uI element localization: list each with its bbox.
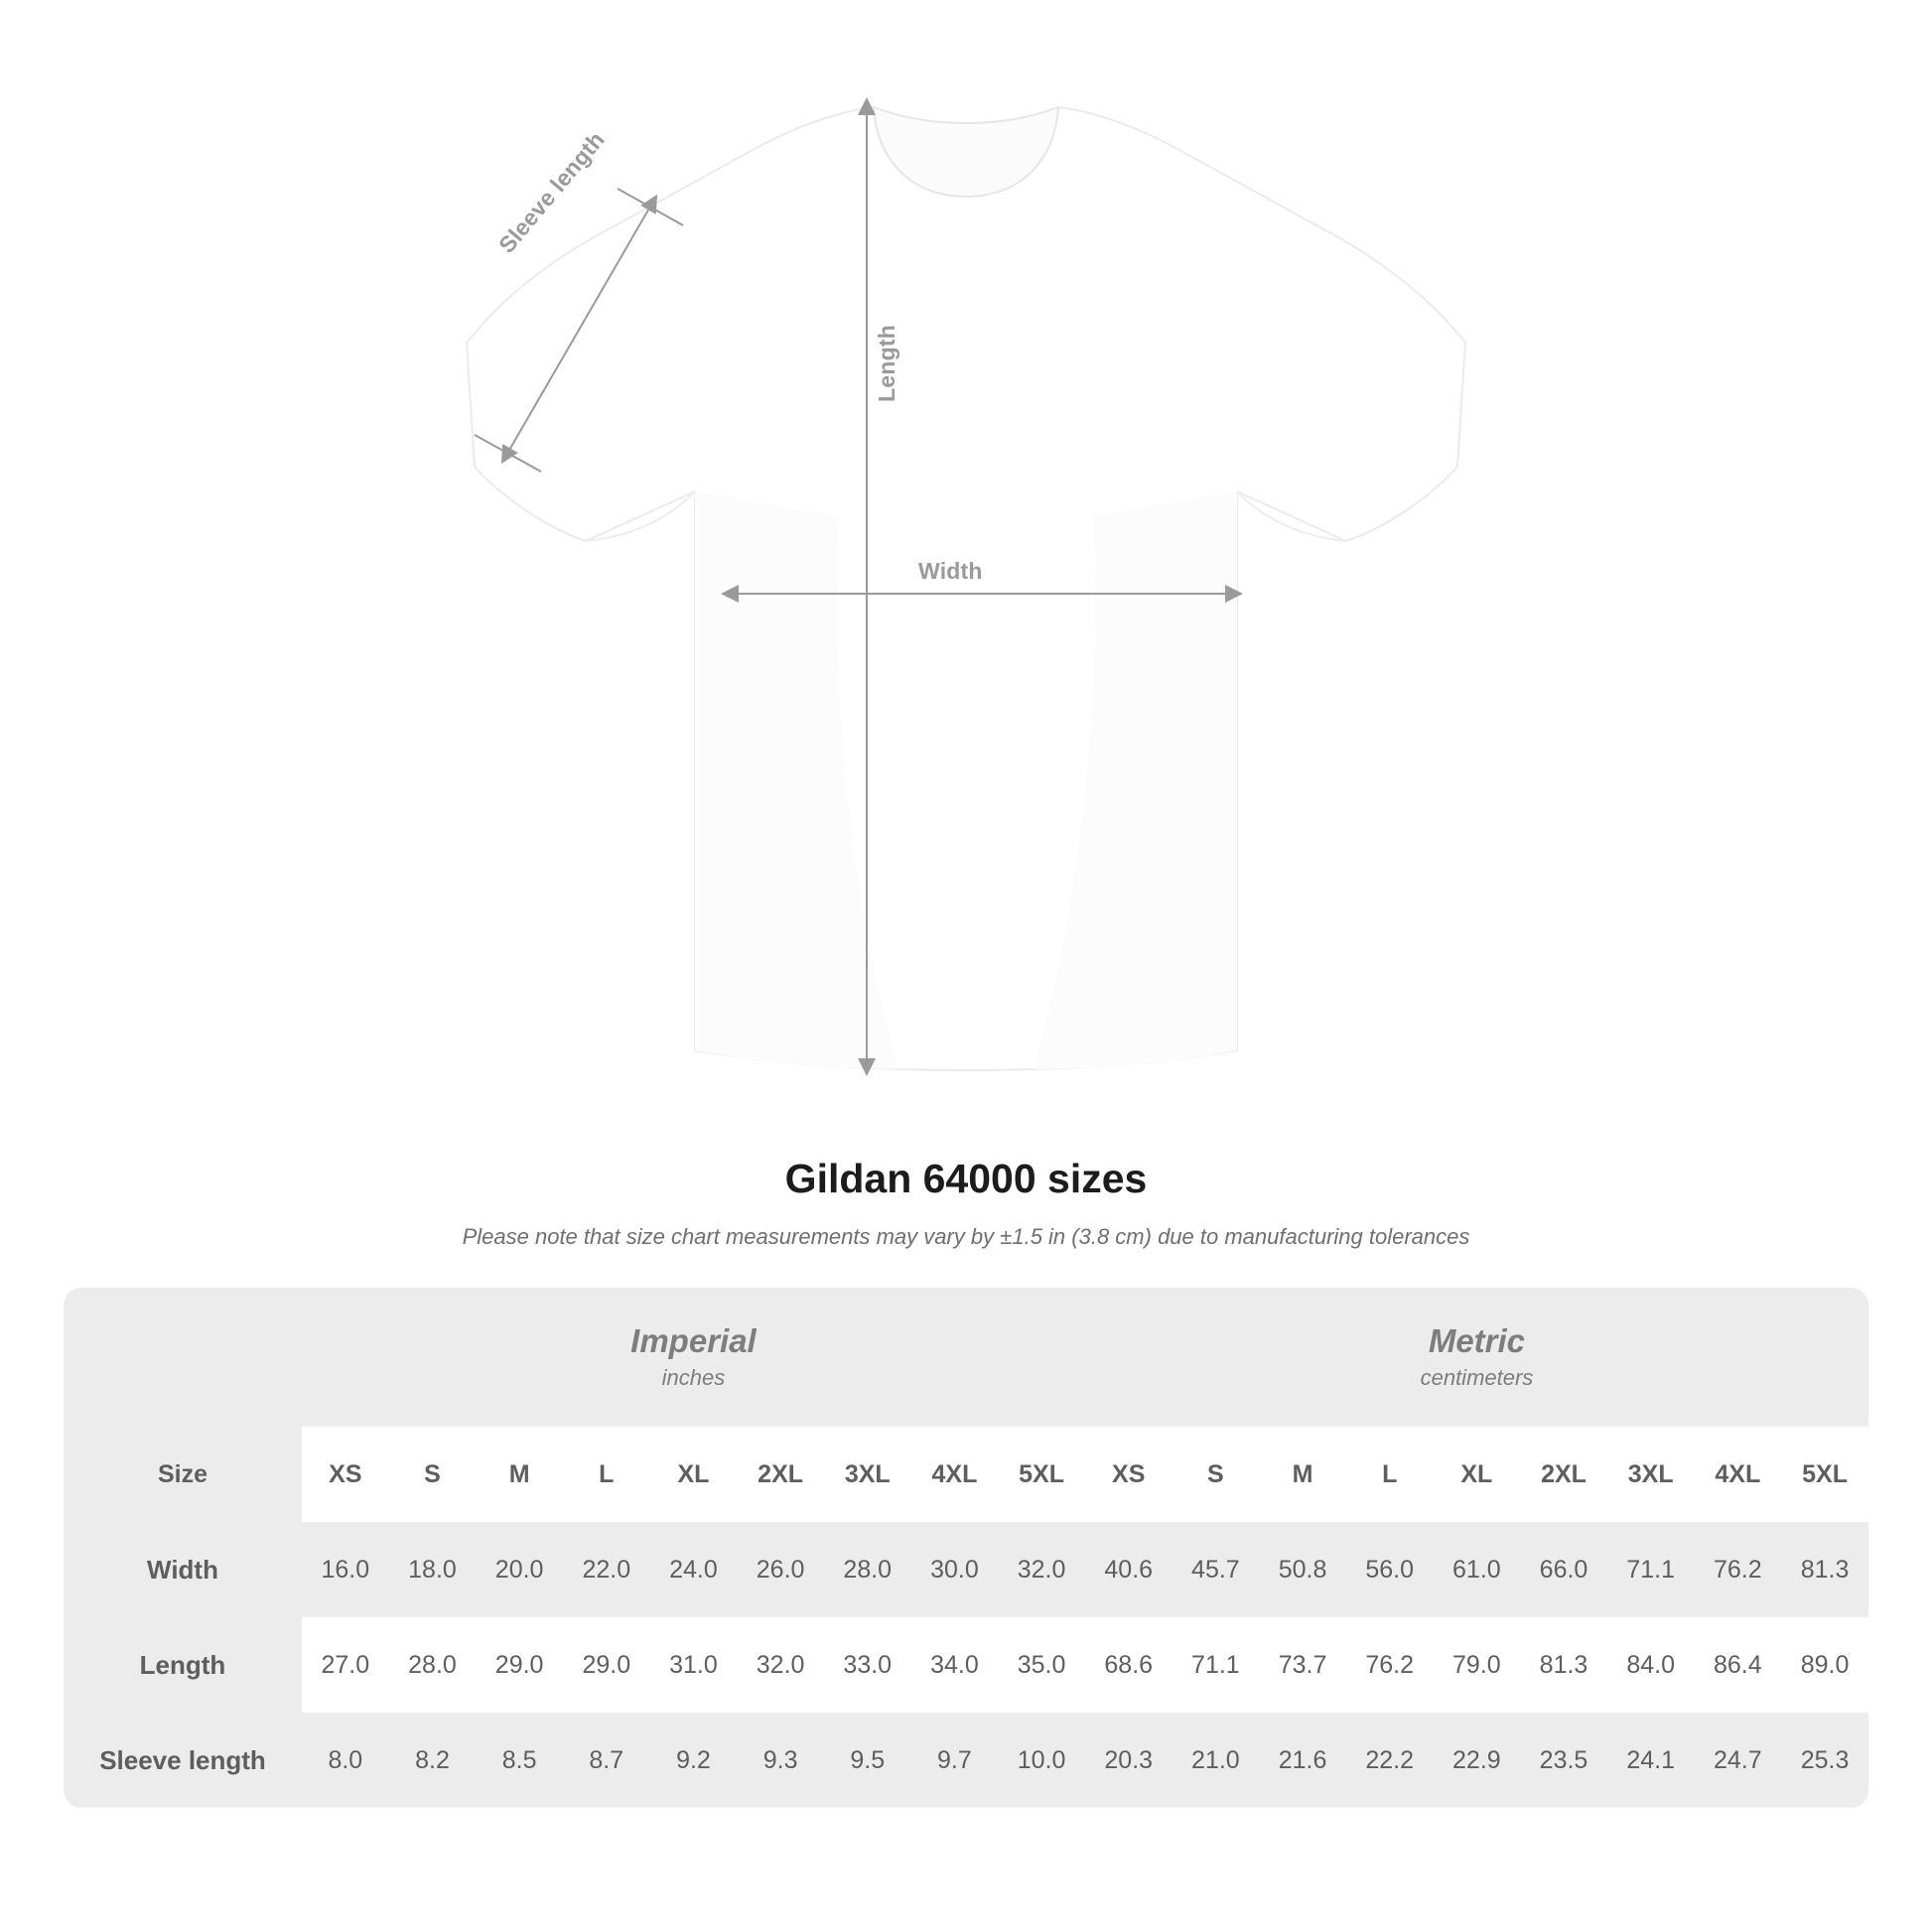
measurement-cell-imperial: 27.0	[302, 1617, 389, 1713]
size-header-cell: 3XL	[1607, 1427, 1695, 1522]
measurement-cell-metric: 25.3	[1781, 1713, 1868, 1808]
measurement-cell-metric: 84.0	[1607, 1617, 1695, 1713]
measurement-cell-metric: 71.1	[1173, 1617, 1260, 1713]
size-header-cell: S	[1173, 1427, 1260, 1522]
measurement-cell-imperial: 10.0	[998, 1713, 1085, 1808]
measurement-cell-imperial: 8.2	[389, 1713, 477, 1808]
table-row	[64, 1713, 1868, 1808]
measurement-cell-imperial: 8.0	[302, 1713, 389, 1808]
measurement-cell-imperial: 8.7	[563, 1713, 650, 1808]
measurement-cell-metric: 21.6	[1259, 1713, 1346, 1808]
measurement-cell-imperial: 29.0	[563, 1617, 650, 1713]
unit-header-row	[64, 1288, 1868, 1427]
measurement-cell-imperial: 33.0	[824, 1617, 911, 1713]
measurement-cell-metric: 22.9	[1434, 1713, 1521, 1808]
table-row	[64, 1522, 1868, 1617]
size-header-label: Size	[64, 1427, 302, 1522]
row-label: Length	[64, 1617, 302, 1713]
measurement-cell-imperial: 29.0	[476, 1617, 563, 1713]
measurement-cell-metric: 22.2	[1346, 1713, 1434, 1808]
unit-header-spacer	[64, 1288, 302, 1427]
size-header-cell: 2XL	[1520, 1427, 1607, 1522]
measurement-cell-imperial: 24.0	[650, 1522, 738, 1617]
size-header-cell: L	[1346, 1427, 1434, 1522]
size-header-cell: 5XL	[1781, 1427, 1868, 1522]
size-header-row	[64, 1427, 1868, 1522]
measurement-cell-imperial: 31.0	[650, 1617, 738, 1713]
measurement-cell-metric: 24.1	[1607, 1713, 1695, 1808]
size-header-cell: XS	[302, 1427, 389, 1522]
size-header-cell: M	[1259, 1427, 1346, 1522]
row-label: Width	[64, 1522, 302, 1617]
size-header-cell: M	[476, 1427, 563, 1522]
measurement-cell-metric: 21.0	[1173, 1713, 1260, 1808]
measurement-cell-metric: 20.3	[1085, 1713, 1173, 1808]
measurement-cell-imperial: 20.0	[476, 1522, 563, 1617]
measurement-cell-metric: 61.0	[1434, 1522, 1521, 1617]
length-dimension-label: Length	[874, 325, 899, 402]
width-dimension-label: Width	[918, 558, 983, 584]
measurement-cell-imperial: 32.0	[998, 1522, 1085, 1617]
measurement-cell-imperial: 18.0	[389, 1522, 477, 1617]
table-row	[64, 1617, 1868, 1713]
measurement-cell-imperial: 22.0	[563, 1522, 650, 1617]
measurement-cell-imperial: 30.0	[911, 1522, 999, 1617]
chart-tolerance-note: Please note that size chart measurements may vary by ±1.5 in (3.8 cm) due to manufacturing tolerances	[462, 1224, 1470, 1249]
measurement-cell-metric: 68.6	[1085, 1617, 1173, 1713]
measurement-cell-imperial: 16.0	[302, 1522, 389, 1617]
measurement-cell-imperial: 9.2	[650, 1713, 738, 1808]
measurement-cell-imperial: 32.0	[737, 1617, 824, 1713]
size-header-cell: S	[389, 1427, 477, 1522]
row-label: Sleeve length	[64, 1713, 302, 1808]
measurement-cell-imperial: 9.7	[911, 1713, 999, 1808]
size-header-cell: XS	[1085, 1427, 1173, 1522]
measurement-cell-imperial: 9.3	[737, 1713, 824, 1808]
tshirt-shape	[467, 107, 1465, 1070]
measurement-cell-metric: 86.4	[1695, 1617, 1782, 1713]
unit-title: Metric	[1428, 1321, 1526, 1359]
measurement-cell-metric: 66.0	[1520, 1522, 1607, 1617]
sleeve-length-dimension-label: Sleeve length	[493, 126, 610, 258]
unit-subtitle: inches	[661, 1365, 726, 1391]
measurement-cell-imperial: 28.0	[389, 1617, 477, 1713]
measurement-cell-imperial: 34.0	[911, 1617, 999, 1713]
measurement-cell-metric: 76.2	[1695, 1522, 1782, 1617]
unit-header-metric	[1085, 1288, 1868, 1427]
size-table	[64, 1288, 1868, 1808]
size-header-cell: 5XL	[998, 1427, 1085, 1522]
measurement-cell-metric: 76.2	[1346, 1617, 1434, 1713]
size-header-cell: L	[563, 1427, 650, 1522]
measurement-cell-metric: 89.0	[1781, 1617, 1868, 1713]
unit-title: Imperial	[630, 1321, 757, 1359]
measurement-cell-imperial: 9.5	[824, 1713, 911, 1808]
measurement-cell-metric: 79.0	[1434, 1617, 1521, 1713]
chart-title: Gildan 64000 sizes	[784, 1156, 1148, 1201]
measurement-cell-metric: 24.7	[1695, 1713, 1782, 1808]
measurement-cell-imperial: 35.0	[998, 1617, 1085, 1713]
unit-subtitle: centimeters	[1420, 1365, 1534, 1391]
size-header-cell: XL	[650, 1427, 738, 1522]
measurement-cell-metric: 81.3	[1520, 1617, 1607, 1713]
measurement-cell-metric: 56.0	[1346, 1522, 1434, 1617]
size-table-container	[64, 1288, 1868, 1808]
size-header-cell: XL	[1434, 1427, 1521, 1522]
measurement-cell-imperial: 8.5	[476, 1713, 563, 1808]
measurement-cell-imperial: 26.0	[737, 1522, 824, 1617]
measurement-cell-metric: 73.7	[1259, 1617, 1346, 1713]
measurement-cell-metric: 45.7	[1173, 1522, 1260, 1617]
measurement-cell-metric: 23.5	[1520, 1713, 1607, 1808]
size-header-cell: 4XL	[1695, 1427, 1782, 1522]
unit-header-imperial	[302, 1288, 1085, 1427]
measurement-cell-metric: 50.8	[1259, 1522, 1346, 1617]
measurement-cell-imperial: 28.0	[824, 1522, 911, 1617]
size-header-cell: 2XL	[737, 1427, 824, 1522]
measurement-cell-metric: 40.6	[1085, 1522, 1173, 1617]
size-header-cell: 4XL	[911, 1427, 999, 1522]
measurement-cell-metric: 71.1	[1607, 1522, 1695, 1617]
size-header-cell: 3XL	[824, 1427, 911, 1522]
measurement-cell-metric: 81.3	[1781, 1522, 1868, 1617]
